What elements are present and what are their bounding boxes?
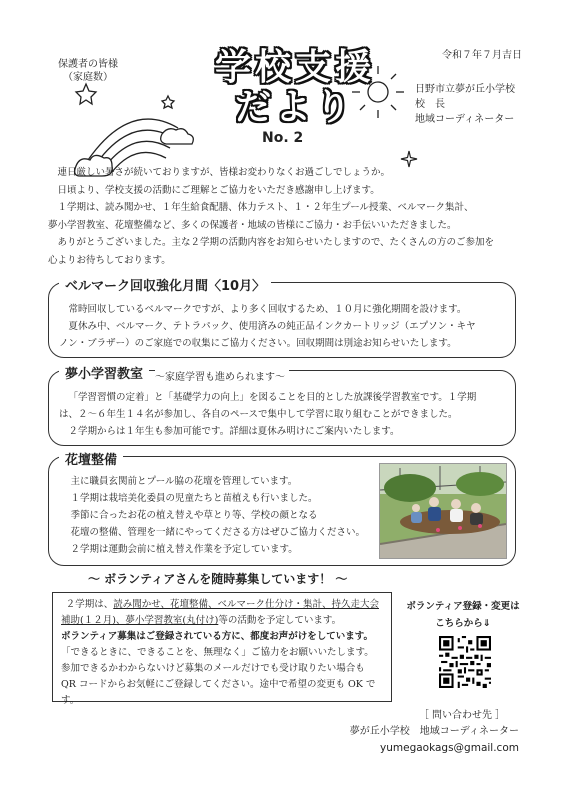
bellmark-line: 夏休み中、ベルマーク、テトラパック、使用済みの純正品インクカートリッジ（エプソン・キヤ xyxy=(68,321,476,332)
qr-label xyxy=(400,598,526,632)
contact-email[interactable]: yumegaokags@gmail.com xyxy=(380,742,519,754)
flowerbed-photo xyxy=(379,463,507,559)
volunteer-box xyxy=(52,592,392,706)
intro-line: 連日厳しい暑さが続いておりますが、皆様お変わりなくお過ごしでしょうか。 xyxy=(57,167,391,178)
study-title: 夢小学習教室 xyxy=(59,363,149,382)
school-block xyxy=(415,82,515,127)
flowerbed-line: 花壇の整備、管理を一緒にやってくださる方はぜひご協力ください。 xyxy=(70,527,366,538)
volunteer-text: 参加できるかわからないけど募集のメールだけでも受け取りたい場合も xyxy=(61,663,365,674)
newsletter-title xyxy=(190,48,400,128)
flowerbed-line: １学期は栽培美化委員の児童たちと苗植えも行いました。 xyxy=(70,493,318,504)
volunteer-heading: ～ ボランティアさんを随時募集しています！ ～ xyxy=(88,572,348,586)
issue-date: 令和７年７月吉日 xyxy=(442,50,522,61)
contact-label: ［ 問い合わせ先 ］ xyxy=(418,710,506,721)
bellmark-title: ベルマーク回収強化月間〈10月〉 xyxy=(59,275,271,294)
flowerbed-line: 主に職員玄関前とプール脇の花壇を管理しています。 xyxy=(70,476,298,487)
addressee-line2: （家庭数） xyxy=(63,72,113,83)
volunteer-text: ２学期は、 xyxy=(65,599,114,610)
study-line: ２学期からは１年生も参加可能です。詳細は夏休み明けにご案内いたします。 xyxy=(68,426,400,437)
intro-line: １学期は、読み聞かせ、１年生給食配膳、体力テスト、１・２年生プール授業、ベルマーク集計、 xyxy=(57,202,474,213)
addressee-line1: 保護者の皆様 xyxy=(58,59,118,70)
qr-label-line2: こちらから⇓ xyxy=(435,618,491,629)
rainbow-illustration xyxy=(70,78,200,178)
school-name: 日野市立夢が丘小学校 xyxy=(415,84,515,95)
intro-line: 夢小学習教室、花壇整備など、多くの保護者・地域の皆様にご協力・お手伝いいただきました。 xyxy=(48,219,457,231)
bellmark-line: ノン・ブラザー）のご家庭での収集にご協力ください。回収期間は別途お知らせいたします。 xyxy=(59,338,457,349)
contact-block xyxy=(349,708,519,756)
title-line2: だより xyxy=(234,87,355,128)
coordinator: 地域コーディネーター xyxy=(415,114,515,125)
study-line: は、２～６年生１４名が参加し、各自のペースで集中して学習に取り組むことができました。 xyxy=(59,409,458,420)
contact-name: 夢が丘小学校 地域コーディネーター xyxy=(349,726,519,737)
volunteer-activities-2: 補助(１２月)、夢小学習教室(丸付け) xyxy=(61,615,219,626)
volunteer-qr-note: QR コードからお気軽にご登録してください。途中で希望の変更も OK です。 xyxy=(61,679,376,706)
study-line: 「学習習慣の定着」と「基礎学力の向上」を図ることを目的とした放課後学習教室です。１学期 xyxy=(68,392,477,403)
addressee xyxy=(58,58,118,84)
volunteer-activities: 読み聞かせ、花壇整備、ベルマーク仕分け・集計、持久走大会 xyxy=(113,599,379,610)
flowerbed-line: 季節に合ったお花の植え替えや草とり等、学校の顔となる xyxy=(70,510,318,521)
bellmark-section xyxy=(48,279,516,358)
volunteer-text: 「できるときに、できることを、無理なく」ご協力をお願いいたします。 xyxy=(61,647,374,658)
volunteer-text: 等の活動を予定しています。 xyxy=(218,615,342,626)
principal: 校 長 xyxy=(415,99,445,110)
flowerbed-title: 花壇整備 xyxy=(59,449,123,468)
intro-text xyxy=(48,164,518,269)
intro-line: 心よりお待ちしております。 xyxy=(48,254,171,266)
bellmark-line: 常時回収しているベルマークですが、より多く回収するため、１０月に強化期間を設けます。 xyxy=(68,304,467,315)
issue-number: No. 2 xyxy=(262,130,304,146)
flowerbed-line: ２学期は運動会前に植え替え作業を予定しています。 xyxy=(70,544,298,555)
flowerbed-section xyxy=(48,453,516,566)
intro-line: ありがとうございました。主な２学期の活動内容をお知らせいたしますので、たくさんの方のご参加を xyxy=(57,237,495,248)
study-section xyxy=(48,367,516,446)
volunteer-notice: ボランティア募集はご登録されている方に、都度お声がけをしています。 xyxy=(61,631,373,642)
title-line1: 学校支援 xyxy=(214,47,375,88)
intro-line: 日頃より、学校支援の活動にご理解とご協力をいただき感謝申し上げます。 xyxy=(57,184,380,196)
qr-code[interactable] xyxy=(439,636,491,688)
study-subtitle: ～家庭学習も進められます～ xyxy=(155,368,289,383)
qr-label-line1: ボランティア登録・変更は xyxy=(406,601,520,612)
